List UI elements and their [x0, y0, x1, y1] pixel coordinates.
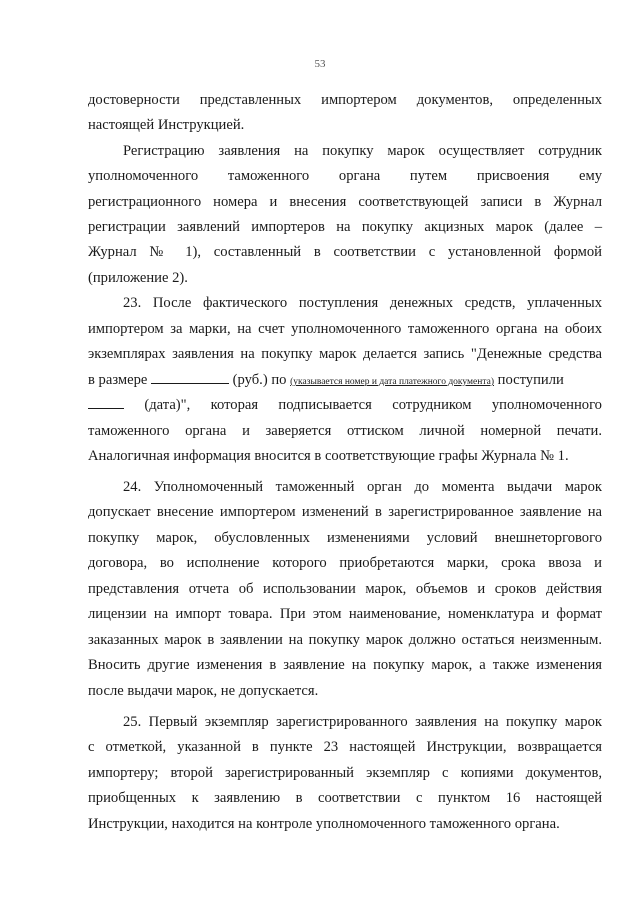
text-line: Инструкции, находится на контроле уполномоченного таможенного органа.	[88, 816, 560, 832]
text-line: уполномоченного таможенного органа путем присвоения ему	[88, 168, 602, 184]
text-line: допускает внесение импортером изменений в зарегистрированное заявление на	[88, 504, 602, 520]
text-line: импортером за марки, на счет уполномоченного таможенного органа на обоих	[88, 321, 602, 337]
text-fragment: (дата)", которая подписывается сотрудником уполномоченного	[144, 397, 602, 413]
text-line: Аналогичная информация вносится в соответствующие графы Журнала № 1.	[88, 448, 569, 464]
text-line: регистрации заявлений импортеров на покупку акцизных марок (далее –	[88, 219, 602, 235]
text-line: настоящей Инструкцией.	[88, 117, 245, 133]
text-fragment: (руб.) по	[232, 372, 287, 388]
small-note: (указывается номер и дата платежного документа)	[290, 377, 494, 387]
text-line: таможенного органа и заверяется оттиском личной номерной печати.	[88, 423, 602, 439]
text-line: 25. Первый экземпляр зарегистрированного заявления на покупку марок	[123, 714, 602, 730]
text-line-with-blanks	[88, 370, 602, 392]
text-line: 24. Уполномоченный таможенный орган до момента выдачи марок	[123, 479, 602, 495]
blank-line	[88, 396, 124, 409]
text-line: 23. После фактического поступления денежных средств, уплаченных	[123, 295, 602, 311]
text-line: Журнал № 1), составленный в соответствии с установленной формой	[88, 244, 602, 260]
text-line: Вносить другие изменения в заявление на покупку марок, а также изменения	[88, 657, 602, 673]
blank-line	[151, 371, 229, 384]
text-line: достоверности представленных импортером документов, определенных	[88, 92, 602, 108]
text-line-with-blank	[88, 395, 602, 415]
text-fragment: в размере	[88, 372, 148, 388]
text-line: лицензии на импорт товара. При этом наименование, номенклатура и формат	[88, 606, 602, 622]
text-line: с отметкой, указанной в пункте 23 настоящей Инструкции, возвращается	[88, 739, 602, 755]
text-line: заказанных марок в заявлении на покупку марок должно остаться неизменным.	[88, 632, 602, 648]
text-line: после выдачи марок, не допускается.	[88, 683, 319, 699]
text-line: (приложение 2).	[88, 270, 188, 286]
text-line: экземплярах заявления на покупку марок делается запись "Денежные средства	[88, 346, 602, 362]
text-fragment: поступили	[497, 372, 564, 388]
text-line: импортеру; второй зарегистрированный экземпляр с копиями документов,	[88, 765, 602, 781]
text-line: Регистрацию заявления на покупку марок осуществляет сотрудник	[123, 143, 602, 159]
text-line: регистрационного номера и внесения соответствующей записи в Журнал	[88, 194, 602, 210]
text-line: представления отчета об использовании марок, объемов и сроков действия	[88, 581, 602, 597]
page-number: 53	[314, 58, 326, 70]
text-line: покупку марок, обусловленных изменениями условий внешнеторгового	[88, 530, 602, 546]
text-line: приобщенных к заявлению в соответствии с пунктом 16 настоящей	[88, 790, 602, 806]
text-line: договора, во исполнение которого приобретаются марки, срока ввоза и	[88, 555, 602, 571]
